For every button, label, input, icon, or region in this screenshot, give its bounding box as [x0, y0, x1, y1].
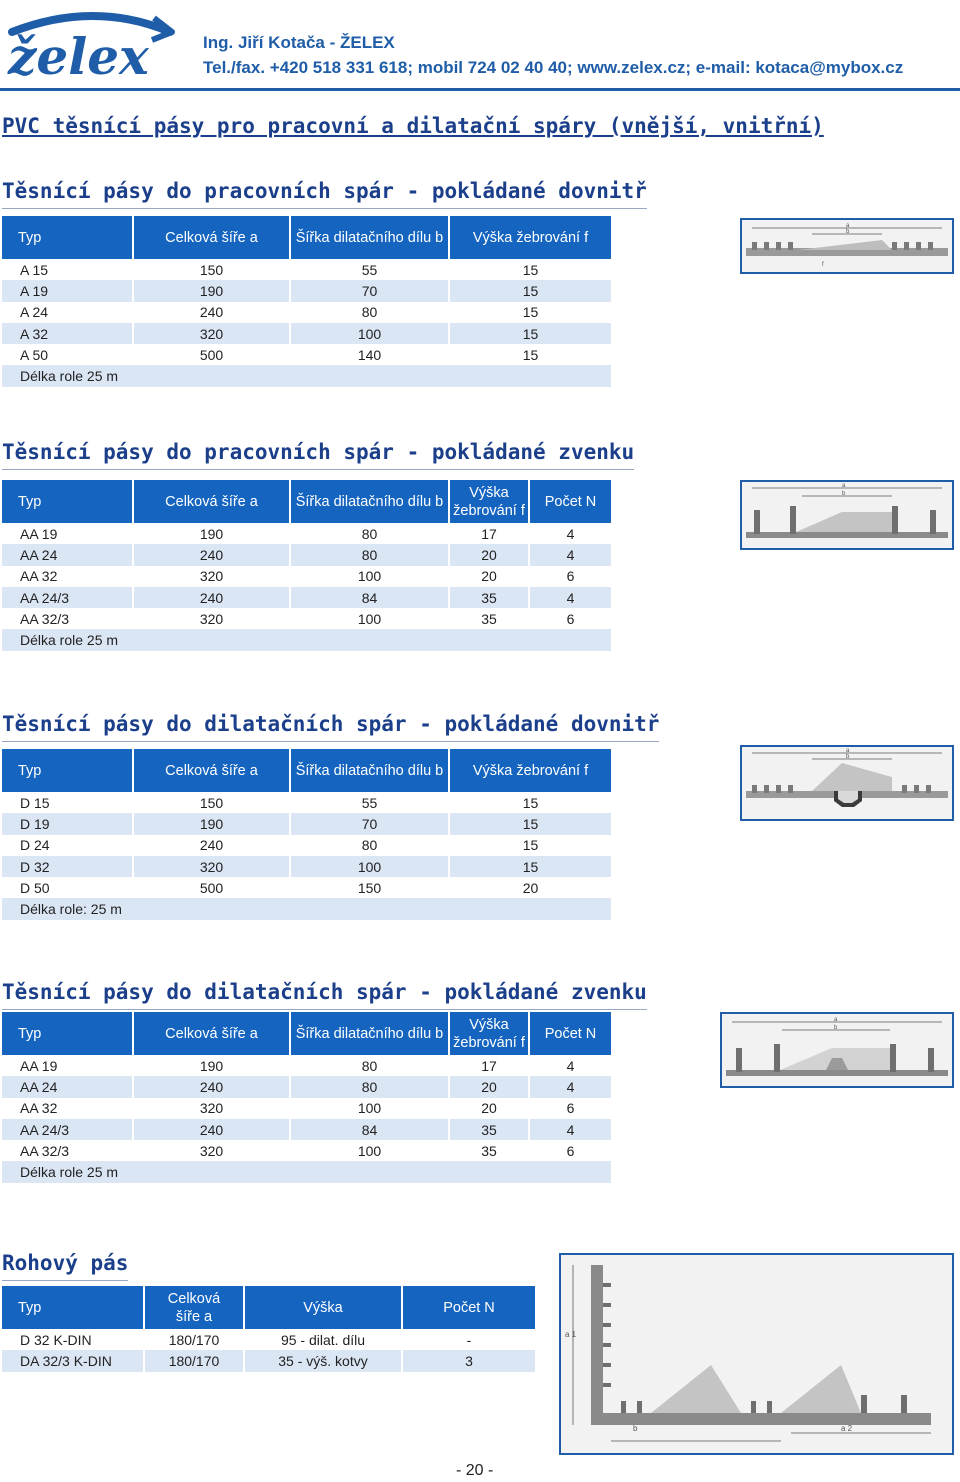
table-row [2, 323, 611, 344]
table-cell: 4 [529, 587, 611, 608]
roll-length-note: Délka role 25 m [2, 629, 611, 650]
section-title-3 [2, 712, 659, 736]
column-header: Typ [2, 1012, 133, 1055]
table-cell: 4 [566, 525, 575, 542]
table-cell: 95 - dilat. dílu [244, 1329, 402, 1350]
section-title-text: Těsnící pásy do dilatačních spár - pokládané zvenku [2, 980, 647, 1004]
table-cell: 15 [449, 323, 611, 344]
table-cell: 6 [566, 1142, 575, 1159]
table-cell: 80 [290, 1055, 449, 1076]
table-row [2, 523, 611, 544]
table-cell: 35 [449, 1119, 529, 1140]
table-cell: 80 [290, 523, 449, 544]
table-cell: AA 24 [2, 544, 133, 565]
table-cell: 80 [290, 1076, 449, 1097]
table-cell: A 24 [2, 302, 133, 323]
table-cell: 4 [529, 1076, 611, 1097]
table-cell: 240 [133, 302, 290, 323]
table-row [2, 1119, 611, 1140]
table-section-2 [2, 480, 611, 651]
table-cell: - [466, 1331, 472, 1348]
table-cell: 15 [449, 813, 611, 834]
dimension-a1: a 1 [565, 1330, 577, 1339]
dimension-f: f [822, 262, 824, 268]
table-cell: 17 [449, 1055, 529, 1076]
table-section-4 [2, 1012, 611, 1183]
table-cell: 80 [290, 835, 449, 856]
column-header: Celková šíře a [133, 749, 290, 792]
table-row [2, 544, 611, 565]
table-cell: D 15 [2, 792, 133, 813]
table-cell: 150 [133, 259, 290, 280]
table-section-1 [2, 216, 611, 387]
table-cell: AA 32 [2, 1098, 133, 1119]
table-cell: 15 [522, 837, 539, 854]
column-header: Výška [244, 1286, 402, 1329]
table-cell: 20 [449, 544, 529, 565]
table-cell: 140 [290, 344, 449, 365]
table-cell: 55 [290, 792, 449, 813]
table-row [2, 1329, 535, 1350]
profile-drawing [742, 220, 952, 272]
table-cell: D 19 [2, 813, 133, 834]
table-section-5 [2, 1286, 535, 1372]
table-footer-row [2, 898, 611, 919]
table-cell: 20 [522, 879, 539, 896]
table-header-row [2, 1286, 535, 1329]
table-cell: 150 [290, 877, 449, 898]
table-footer-row [2, 629, 611, 650]
table-cell: 35 [449, 608, 529, 629]
table-cell: A 19 [2, 280, 133, 301]
table-row [2, 280, 611, 301]
roll-length-note: Délka role 25 m [2, 365, 611, 386]
table-cell: 20 [449, 1076, 529, 1097]
table-cell: A 50 [2, 344, 133, 365]
table-row [2, 1140, 611, 1161]
diagram-inner-work-joint [740, 218, 954, 274]
table-cell: 150 [133, 792, 290, 813]
diagram-corner-strip [559, 1253, 954, 1455]
table-cell: DA 32/3 K-DIN [2, 1350, 144, 1371]
table-row [2, 835, 611, 856]
table-cell: 20 [449, 1098, 529, 1119]
table-cell: 320 [133, 856, 290, 877]
column-header: Výška žebrování f [449, 216, 611, 259]
section-title-4 [2, 980, 647, 1004]
table-cell: 15 [522, 304, 539, 321]
profile-drawing [742, 747, 952, 819]
table-header-row [2, 749, 611, 792]
page-number: - 20 - [456, 1462, 494, 1479]
section-title-text: Těsnící pásy do pracovních spár - pokládané dovnitř [2, 179, 647, 203]
dimension-b: b [834, 1025, 838, 1031]
table-cell: 4 [529, 1119, 611, 1140]
table-row [2, 259, 611, 280]
table-cell: 240 [133, 835, 290, 856]
table-cell: AA 24/3 [2, 1119, 133, 1140]
section-title-5 [2, 1251, 128, 1275]
table-cell: 190 [133, 523, 290, 544]
table-cell: 320 [133, 323, 290, 344]
table-row [2, 587, 611, 608]
dimension-a: a [842, 483, 846, 489]
company-name: Ing. Jiří Kotača - ŽELEX [203, 33, 395, 52]
table-footer-row [2, 1161, 611, 1182]
contact-line: Tel./fax. +420 518 331 618; mobil 724 02 40 40; www.zelex.cz; e-mail: kotaca@mybox.cz [203, 58, 904, 77]
table-header-row [2, 1012, 611, 1055]
profile-drawing [561, 1255, 952, 1453]
table-cell: 15 [449, 856, 611, 877]
table-row [2, 1055, 611, 1076]
column-header: Celková šíře a [133, 480, 290, 523]
table-row [2, 566, 611, 587]
table-cell: 100 [290, 1140, 449, 1161]
column-header: Počet N [402, 1286, 535, 1329]
section-title-text: Těsnící pásy do pracovních spár - pokládané zvenku [2, 440, 635, 464]
table-cell: 320 [133, 1098, 290, 1119]
table-cell: 320 [133, 1140, 290, 1161]
table-cell: 6 [566, 1100, 575, 1117]
dimension-b: b [633, 1424, 638, 1433]
table-cell: 500 [133, 877, 290, 898]
column-header: Šířka dilatačního dílu b [290, 480, 449, 523]
column-header: Výška žebrování f [449, 749, 611, 792]
section-title-text: Těsnící pásy do dilatačních spár - pokládané dovnitř [2, 712, 660, 736]
section-title-1 [2, 179, 647, 203]
logo-graphic [4, 4, 176, 80]
table-cell: 6 [566, 568, 575, 585]
table-cell: 70 [290, 813, 449, 834]
table-cell: 240 [133, 587, 290, 608]
table-cell: 84 [290, 587, 449, 608]
table-cell: 35 [449, 1140, 529, 1161]
table-cell: 3 [402, 1350, 535, 1371]
table-row [2, 877, 611, 898]
table-cell: 100 [290, 856, 449, 877]
table-cell: 17 [449, 523, 529, 544]
table-row [2, 856, 611, 877]
vertical-ribs [603, 1283, 611, 1387]
main-title: PVC těsnící pásy pro pracovní a dilatační spáry (vnější, vnitřní) [2, 114, 824, 138]
table-cell: A 15 [2, 259, 133, 280]
table-row [2, 344, 611, 365]
dimension-a: a [846, 223, 850, 229]
page-header [0, 0, 960, 92]
dimension-a: a [846, 748, 850, 754]
column-header: Typ [2, 216, 133, 259]
table-cell: AA 19 [2, 523, 133, 544]
table-row [2, 1350, 535, 1371]
table-cell: AA 19 [2, 1055, 133, 1076]
column-header: Typ [2, 480, 133, 523]
table-cell: AA 32 [2, 566, 133, 587]
table-cell: 100 [290, 608, 449, 629]
table-cell: 15 [522, 346, 539, 363]
diagram-inner-expansion-joint [740, 745, 954, 821]
table-cell: AA 32/3 [2, 1140, 133, 1161]
table-cell: 4 [566, 1057, 575, 1074]
table-cell: 100 [290, 323, 449, 344]
section-title-2 [2, 440, 634, 464]
table-cell: D 24 [2, 835, 133, 856]
table-header-row [2, 216, 611, 259]
table-cell: 320 [133, 566, 290, 587]
table-cell: 240 [133, 1076, 290, 1097]
logo-wordmark: želex [8, 27, 149, 80]
table-cell: 4 [529, 544, 611, 565]
table-cell: AA 24/3 [2, 587, 133, 608]
table-cell: 500 [133, 344, 290, 365]
table-row [2, 792, 611, 813]
dimension-a2: a 2 [841, 1424, 853, 1433]
table-cell: 190 [133, 813, 290, 834]
dimension-b: b [846, 754, 850, 760]
diagram-outer-work-joint [740, 480, 954, 550]
table-row [2, 1098, 611, 1119]
column-header: Šířka dilatačního dílu b [290, 749, 449, 792]
section-title-text: Rohový pás [2, 1251, 129, 1275]
zelex-logo [4, 4, 176, 80]
column-header: Typ [2, 1286, 144, 1329]
table-cell: 190 [133, 1055, 290, 1076]
column-header: Celková šíře a [133, 216, 290, 259]
dimension-b: b [846, 229, 850, 235]
table-cell: 190 [133, 280, 290, 301]
table-cell: 180/170 [144, 1350, 244, 1371]
header-divider [0, 88, 960, 91]
column-header: Výška žebrování f [449, 480, 529, 523]
table-header-row [2, 480, 611, 523]
table-cell: 15 [522, 794, 539, 811]
table-cell: 55 [290, 259, 449, 280]
column-header: Šířka dilatačního dílu b [290, 216, 449, 259]
table-footer-row [2, 365, 611, 386]
table-cell: AA 24 [2, 1076, 133, 1097]
table-cell: 70 [290, 280, 449, 301]
table-cell: 35 - výš. kotvy [244, 1350, 402, 1371]
column-header: Počet N [529, 480, 611, 523]
table-section-3 [2, 749, 611, 920]
table-cell: 100 [290, 566, 449, 587]
table-cell: D 50 [2, 877, 133, 898]
table-row [2, 302, 611, 323]
table-cell: 80 [290, 544, 449, 565]
table-row [2, 1076, 611, 1097]
table-cell: 15 [449, 280, 611, 301]
column-header: Celková šíře a [144, 1286, 244, 1329]
table-row [2, 608, 611, 629]
column-header: Výška žebrování f [449, 1012, 529, 1055]
profile-drawing [742, 482, 952, 548]
table-cell: 20 [449, 566, 529, 587]
column-header: Celková šíře a [133, 1012, 290, 1055]
profile-drawing [722, 1014, 952, 1086]
table-cell: 6 [566, 610, 575, 627]
table-cell: 15 [522, 261, 539, 278]
roll-length-note: Délka role: 25 m [2, 898, 611, 919]
table-cell: D 32 [2, 856, 133, 877]
table-cell: 240 [133, 1119, 290, 1140]
table-cell: 320 [133, 608, 290, 629]
dimension-b: b [842, 491, 846, 497]
table-row [2, 813, 611, 834]
table-cell: A 32 [2, 323, 133, 344]
table-cell: 100 [290, 1098, 449, 1119]
column-header: Typ [2, 749, 133, 792]
table-cell: 240 [133, 544, 290, 565]
dimension-a: a [834, 1017, 838, 1023]
table-cell: D 32 K-DIN [2, 1329, 144, 1350]
table-cell: AA 32/3 [2, 608, 133, 629]
table-cell: 80 [290, 302, 449, 323]
roll-length-note: Délka role 25 m [2, 1161, 611, 1182]
table-cell: 84 [290, 1119, 449, 1140]
column-header: Počet N [529, 1012, 611, 1055]
table-cell: 35 [449, 587, 529, 608]
diagram-outer-expansion-joint [720, 1012, 954, 1088]
table-cell: 180/170 [144, 1329, 244, 1350]
column-header: Šířka dilatačního dílu b [290, 1012, 449, 1055]
